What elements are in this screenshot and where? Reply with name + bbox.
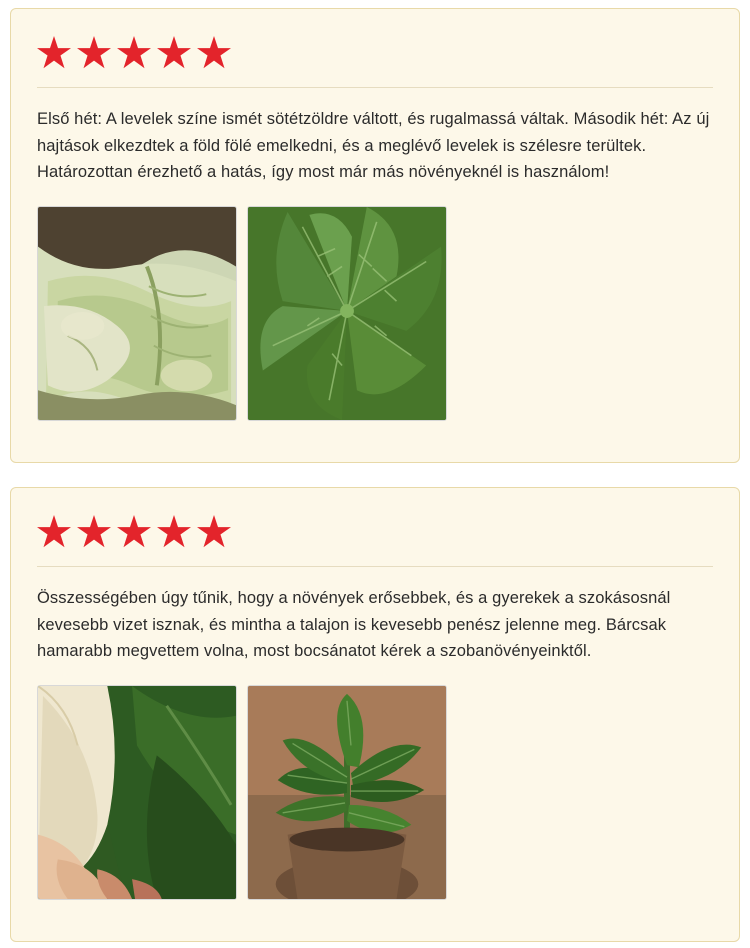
review-photo-healthy-lettuce[interactable]: [247, 206, 447, 421]
star-icon: [37, 515, 71, 549]
star-icon: [197, 36, 231, 70]
star-icon: [157, 515, 191, 549]
review-text: Összességében úgy tűnik, hogy a növények erősebbek, és a gyerekek a szokásosnál kevesebb vizet isznak, és mintha a talajon is kevesebb penész jelenne meg. Bárcsak hamarabb megvettem volna, most bocsánatot kérek a szobanövényeinktől.: [37, 589, 671, 661]
review-photo-hand-holding-leaf[interactable]: [37, 685, 237, 900]
star-rating: [37, 33, 713, 73]
star-icon: [117, 36, 151, 70]
divider: [37, 87, 713, 88]
review-photo-gallery: [37, 685, 713, 900]
review-text: Első hét: A levelek színe ismét sötétzöldre váltott, és rugalmassá váltak. Második hét: Az új hajtások elkezdtek a föld fölé emelkedni, és a meglévő levelek is szélesre terültek. Határozottan érezhető a hatás, így most már más növényeknél is használom!: [37, 110, 710, 182]
star-icon: [197, 515, 231, 549]
review-card: [10, 487, 740, 942]
review-photo-potted-plant[interactable]: [247, 685, 447, 900]
star-icon: [77, 36, 111, 70]
review-photo-damaged-leaf[interactable]: [37, 206, 237, 421]
review-photo-gallery: [37, 206, 713, 421]
star-rating: [37, 512, 713, 552]
star-icon: [77, 515, 111, 549]
star-icon: [157, 36, 191, 70]
star-icon: [117, 515, 151, 549]
star-icon: [37, 36, 71, 70]
review-card: [10, 8, 740, 463]
divider: [37, 566, 713, 567]
